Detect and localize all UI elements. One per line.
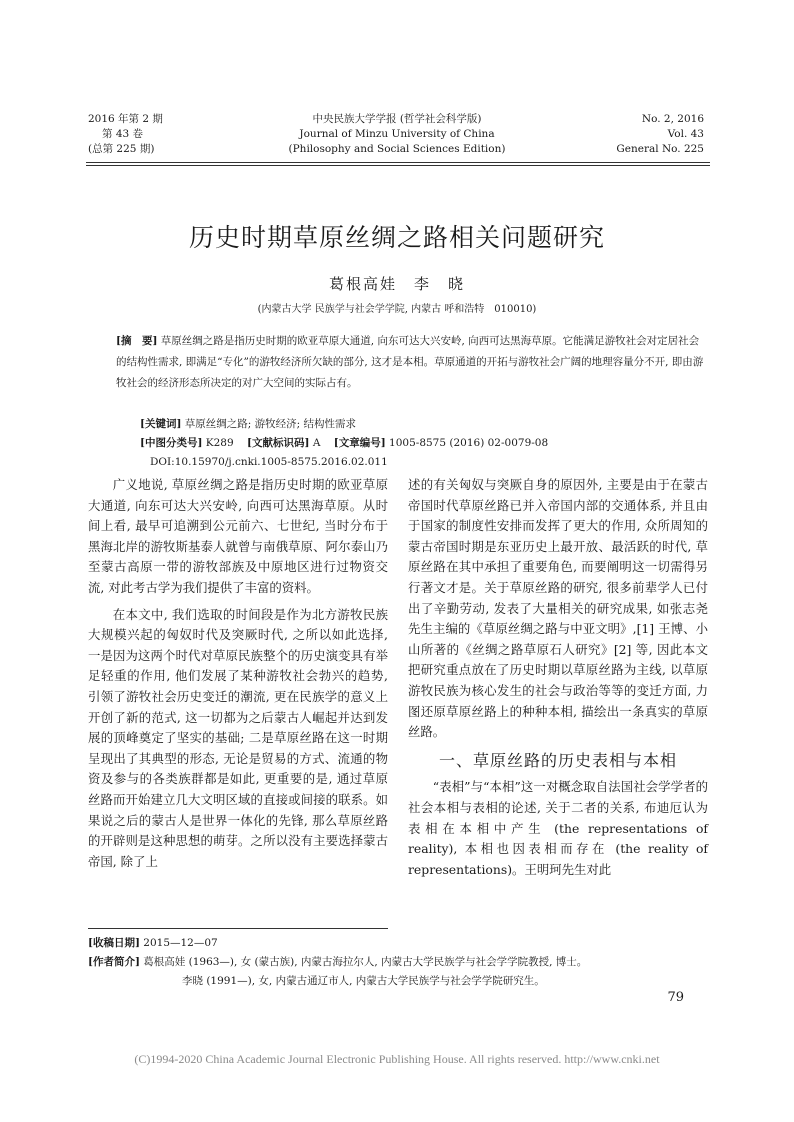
body-left-column xyxy=(88,475,388,872)
article-authors: 葛根高娃 李 晓 xyxy=(328,275,465,293)
journal-name-en: Journal of Minzu University of China xyxy=(299,128,495,140)
page-number: 79 xyxy=(667,990,684,1005)
received-label: [收稿日期] xyxy=(88,937,140,949)
journal-name-block xyxy=(250,112,544,157)
body-paragraph: “表相”与“本相”这一对概念取自法国社会学学者的社会本相与表相的论述, 关于二者的关系, 布迪厄认为表相在本相中产生 (the representations of reality), 本相也因表相而存在 (the reality of representations)。王明珂先生对此 xyxy=(408,779,708,877)
classification-line xyxy=(140,434,710,453)
journal-edition-en: (Philosophy and Social Sciences Edition) xyxy=(288,143,506,155)
journal-name-cn: 中央民族大学学报 (哲学社会科学版) xyxy=(312,113,482,125)
footnotes xyxy=(88,934,708,991)
article-no-value: 1005-8575 (2016) 02-0079-08 xyxy=(389,437,549,449)
journal-issue-info-en xyxy=(616,112,704,157)
bio-first-author: 葛根高娃 (1963—), 女 (蒙古族), 内蒙古海拉尔人, 内蒙古大学民族学与社会学学院教授, 博士。 xyxy=(143,956,588,968)
issue-vol-en: Vol. 43 xyxy=(667,128,704,140)
author-bio xyxy=(88,953,708,972)
keywords xyxy=(140,415,710,434)
doc-code-label: [文献标识码] xyxy=(247,437,310,449)
author-affiliation: (内蒙古大学 民族学与社会学学院, 内蒙古 呼和浩特 010010) xyxy=(257,304,537,315)
received-value: 2015—12—07 xyxy=(143,937,218,949)
body-right-column xyxy=(408,475,708,880)
issue-volume: 第 43 卷 xyxy=(102,128,144,140)
issue-year: 2016 年第 2 期 xyxy=(88,113,163,125)
body-paragraph: 在本文中, 我们选取的时间段是作为北方游牧民族大规模兴起的匈奴时代及突厥时代, 之所以如此选择, 一是因为这两个时代对草原民族整个的历史演变具有举足轻重的作用, 他们发展了某种游牧社会勃兴的趋势, 引领了游牧社会历史变迁的潮流, 更在民族学的意义上开创了新的范式, 这一切都为之后蒙古人崛起并达到发展的顶峰奠定了坚实的基础; 二是草原丝路在这一时期呈现出了其典型的形态, 无论是贸易的方式、流通的物资及参与的各类族群都是如此, 更重要的是, 通过草原丝路而开始建立几大文明区域的直接或间接的联系。如果说之后的蒙古人是世界一体化的先锋, 那么草原丝路的开辟则是这种思想的萌芽。之所以没有主要选择蒙古帝国, 除了上 xyxy=(88,606,388,869)
clc-value: K289 xyxy=(205,437,234,449)
copyright-footer: (C)1994-2020 China Academic Journal Electronic Publishing House. All rights reserved. http://www.cnki.net xyxy=(134,1052,660,1066)
header-rule-bottom xyxy=(86,165,710,166)
issue-no-en: No. 2, 2016 xyxy=(641,113,704,125)
keywords-text: 草原丝绸之路; 游牧经济; 结构性需求 xyxy=(184,418,357,430)
received-date xyxy=(88,934,708,953)
body-paragraph: 述的有关匈奴与突厥自身的原因外, 主要是由于在蒙古帝国时代草原丝路已并入帝国内部的交通体系, 并且由于国家的制度性安排而发挥了更大的作用, 众所周知的蒙古帝国时期是东亚历史上最开放、最活跃的时代, 草原丝路在其中承担了重要角色, 而要阐明这一切需得另行著文才是。关于草原丝路的研究, 很多前辈学人已付出了辛勤劳动, 发表了大量相关的研究成果, 如张志尧先生主编的《草原丝绸之路与中亚文明》,[1] 王博、小山所著的《丝绸之路草原石人研究》[2] 等, 因此本文把研究重点放在了历史时期以草原丝路为主线, 以草原游牧民族为核心发生的社会与政治等等的变迁方面, 力图还原草原丝路上的种种本相, 描绘出一条真实的草原丝路。 xyxy=(408,477,708,740)
footnote-rule xyxy=(88,928,388,929)
bio-second-author: 李晓 (1991—), 女, 内蒙古通辽市人, 内蒙古大学民族学与社会学学院研究生。 xyxy=(182,975,545,987)
keywords-label: [关键词] xyxy=(140,418,182,430)
abstract-text: 草原丝绸之路是指历史时期的欧亚草原大通道, 向东可达大兴安岭, 向西可达黑海草原。它能满足游牧社会对定居社会的结构性需求, 即满足“专化”的游牧经济所欠缺的部分, 这才是本相。草原通道的开拓与游牧社会广阔的地理容量分不开, 即由游牧社会的经济形态所决定的对广大空间的实际占有。 xyxy=(116,335,704,389)
bio-label: [作者简介] xyxy=(88,956,140,968)
header-rule-top xyxy=(86,162,710,163)
article-no-label: [文章编号] xyxy=(333,437,386,449)
doc-code-value: A xyxy=(312,437,321,449)
abstract-label: [摘 要] xyxy=(116,335,158,347)
doi: DOI:10.15970/j.cnki.1005-8575.2016.02.011 xyxy=(150,456,388,468)
journal-issue-info xyxy=(88,112,163,157)
abstract xyxy=(116,331,708,394)
article-title: 历史时期草原丝绸之路相关问题研究 xyxy=(188,223,605,252)
clc-label: [中图分类号] xyxy=(140,437,203,449)
body-paragraph: 广义地说, 草原丝绸之路是指历史时期的欧亚草原大通道, 向东可达大兴安岭, 向西可达黑海草原。从时间上看, 最早可追溯到公元前六、七世纪, 当时分布于黑海北岸的游牧斯基泰人就曾与南俄草原、阿尔泰山乃至蒙古高原一带的游牧部族及中原地区进行过物资交流, 对此考古学为我们提供了丰富的资料。 xyxy=(88,477,388,595)
section-heading: 一、草原丝路的历史表相与本相 xyxy=(438,750,677,770)
issue-general-en: General No. 225 xyxy=(616,143,704,155)
issue-general: (总第 225 期) xyxy=(88,143,155,155)
